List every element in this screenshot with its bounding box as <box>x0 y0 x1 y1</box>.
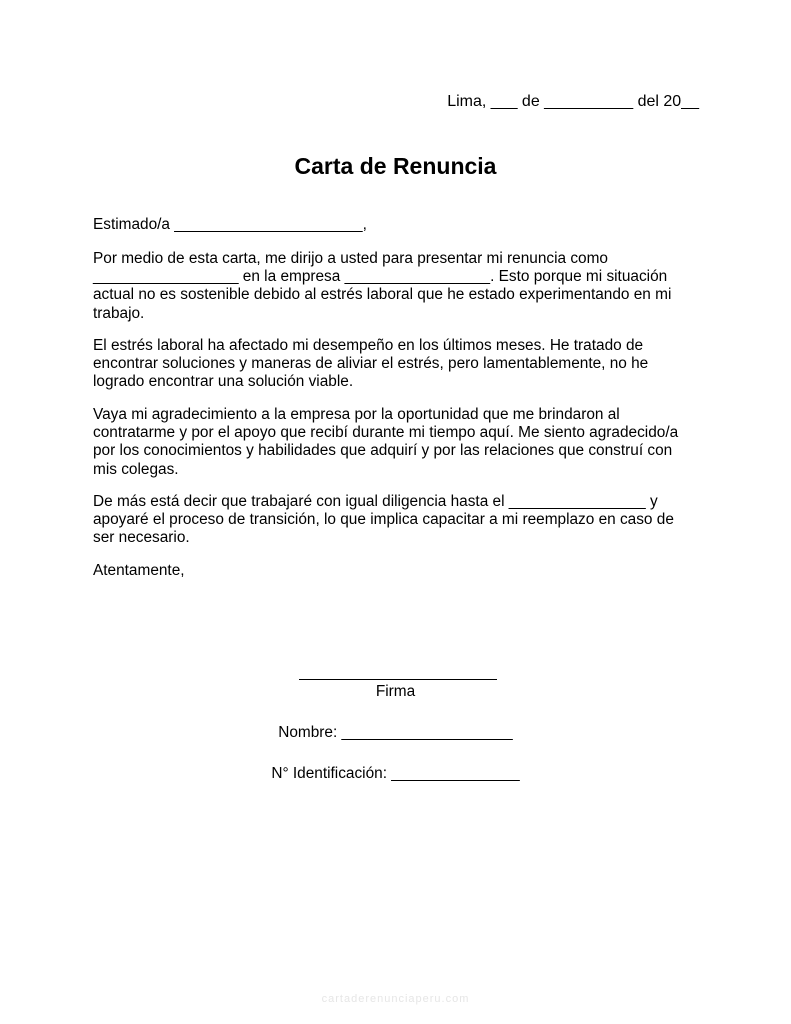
id-field: N° Identificación: _______________ <box>271 765 520 782</box>
watermark: cartaderenunciaperu.com <box>321 993 470 1005</box>
name-field: Nombre: ____________________ <box>278 724 513 741</box>
date-line: Lima, ___ de __________ del 20__ <box>447 93 699 110</box>
paragraph-stress: El estrés laboral ha afectado mi desempeño en los últimos meses. He tratado de encontrar soluciones y maneras de aliviar el estrés, pero lamentablemente, no he logrado encontrar una solución viable. <box>93 337 649 391</box>
signature-line <box>299 679 497 680</box>
paragraph-resignation: Por medio de esta carta, me dirijo a usted para presentar mi renuncia como _________________ en la empresa _________________. Esto porque mi situación actual no es sostenible debido al estrés laboral que he estado experimentando en mi trabajo. <box>93 250 672 322</box>
signature-label: Firma <box>375 683 416 700</box>
salutation: Estimado/a ______________________, <box>93 216 367 233</box>
paragraph-transition: De más está decir que trabajaré con igual diligencia hasta el ________________ y apoyaré el proceso de transición, lo que implica capacitar a mi reemplazo en caso de ser necesario. <box>93 493 674 547</box>
closing: Atentamente, <box>93 562 185 579</box>
letter-title: Carta de Renuncia <box>294 153 497 179</box>
paragraph-gratitude: Vaya mi agradecimiento a la empresa por la oportunidad que me brindaron al contratarme y por el apoyo que recibí durante mi tiempo aquí. Me siento agradecido/a por los conocimientos y habilidades que adquirí y por las relaciones que construí con mis colegas. <box>93 406 679 478</box>
